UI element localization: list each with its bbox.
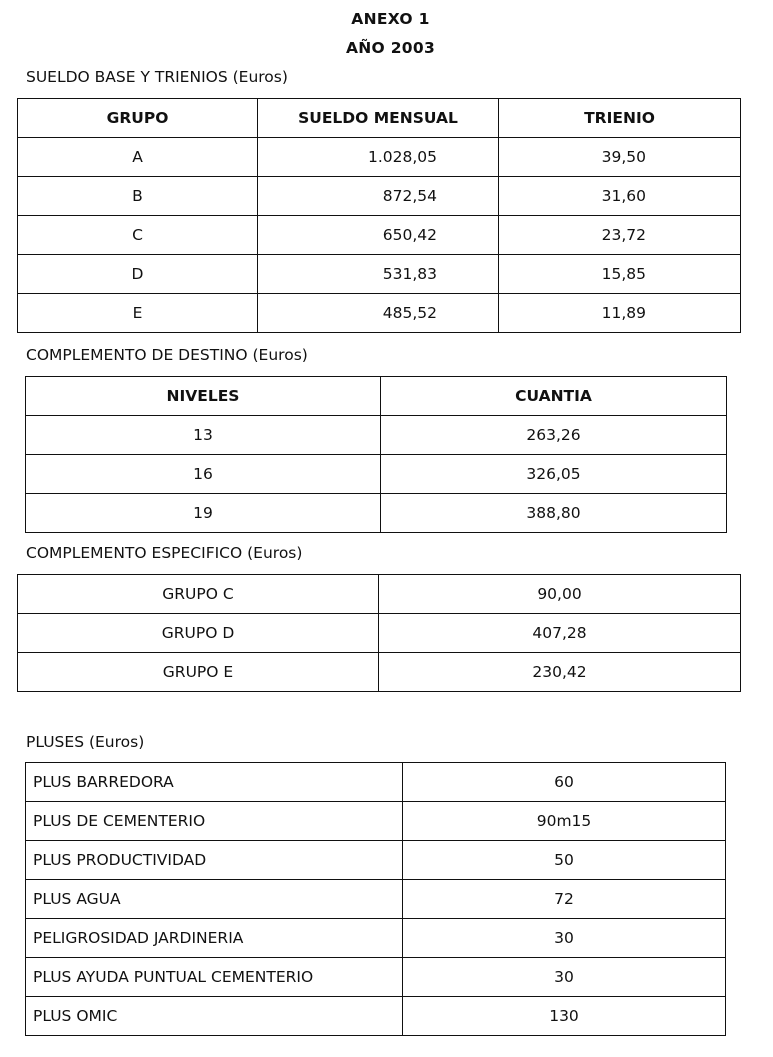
especifico-importe: 90,00 bbox=[379, 575, 741, 614]
destino-caption: COMPLEMENTO DE DESTINO (Euros) bbox=[26, 346, 308, 364]
plus-concepto: PELIGROSIDAD JARDINERIA bbox=[26, 919, 403, 958]
especifico-grupo: GRUPO E bbox=[18, 653, 379, 692]
plus-concepto: PLUS AYUDA PUNTUAL CEMENTERIO bbox=[26, 958, 403, 997]
sueldo-mensual: 872,54 bbox=[258, 177, 499, 216]
table-row bbox=[26, 997, 726, 1036]
table-row bbox=[26, 763, 726, 802]
sueldo-header-sueldo: SUELDO MENSUAL bbox=[258, 99, 499, 138]
especifico-importe: 407,28 bbox=[379, 614, 741, 653]
pluses-caption: PLUSES (Euros) bbox=[26, 733, 145, 751]
table-row bbox=[18, 575, 741, 614]
plus-concepto: PLUS BARREDORA bbox=[26, 763, 403, 802]
table-row bbox=[26, 880, 726, 919]
table-row bbox=[26, 455, 727, 494]
table-row bbox=[26, 841, 726, 880]
plus-importe: 72 bbox=[403, 880, 726, 919]
destino-table bbox=[25, 376, 727, 533]
table-row bbox=[18, 653, 741, 692]
especifico-caption: COMPLEMENTO ESPECIFICO (Euros) bbox=[26, 544, 303, 562]
table-row bbox=[18, 177, 741, 216]
table-row bbox=[18, 138, 741, 177]
destino-nivel: 16 bbox=[26, 455, 381, 494]
sueldo-trienio: 31,60 bbox=[499, 177, 741, 216]
destino-cuantia: 326,05 bbox=[381, 455, 727, 494]
plus-concepto: PLUS OMIC bbox=[26, 997, 403, 1036]
sueldo-header-trienio: TRIENIO bbox=[499, 99, 741, 138]
year-title: AÑO 2003 bbox=[345, 39, 436, 57]
especifico-importe: 230,42 bbox=[379, 653, 741, 692]
sueldo-header-grupo: GRUPO bbox=[18, 99, 258, 138]
destino-header-row bbox=[26, 377, 727, 416]
sueldo-caption: SUELDO BASE Y TRIENIOS (Euros) bbox=[26, 68, 288, 86]
table-row bbox=[26, 802, 726, 841]
table-row bbox=[18, 216, 741, 255]
table-row bbox=[26, 919, 726, 958]
sueldo-trienio: 23,72 bbox=[499, 216, 741, 255]
sueldo-table bbox=[17, 98, 741, 333]
destino-header-cuantia: CUANTIA bbox=[381, 377, 727, 416]
sueldo-grupo: C bbox=[18, 216, 258, 255]
sueldo-header-row bbox=[18, 99, 741, 138]
sueldo-grupo: B bbox=[18, 177, 258, 216]
plus-importe: 30 bbox=[403, 919, 726, 958]
table-row bbox=[18, 255, 741, 294]
sueldo-grupo: A bbox=[18, 138, 258, 177]
sueldo-mensual: 531,83 bbox=[258, 255, 499, 294]
plus-importe: 50 bbox=[403, 841, 726, 880]
table-row bbox=[18, 614, 741, 653]
destino-header-niveles: NIVELES bbox=[26, 377, 381, 416]
destino-nivel: 19 bbox=[26, 494, 381, 533]
annex-title: ANEXO 1 bbox=[351, 10, 430, 28]
table-row bbox=[18, 294, 741, 333]
plus-concepto: PLUS PRODUCTIVIDAD bbox=[26, 841, 403, 880]
sueldo-trienio: 15,85 bbox=[499, 255, 741, 294]
sueldo-mensual: 485,52 bbox=[258, 294, 499, 333]
especifico-grupo: GRUPO D bbox=[18, 614, 379, 653]
table-row bbox=[26, 494, 727, 533]
destino-nivel: 13 bbox=[26, 416, 381, 455]
destino-cuantia: 263,26 bbox=[381, 416, 727, 455]
especifico-grupo: GRUPO C bbox=[18, 575, 379, 614]
plus-importe: 60 bbox=[403, 763, 726, 802]
plus-importe: 30 bbox=[403, 958, 726, 997]
sueldo-trienio: 39,50 bbox=[499, 138, 741, 177]
sueldo-trienio: 11,89 bbox=[499, 294, 741, 333]
plus-importe: 90m15 bbox=[403, 802, 726, 841]
plus-concepto: PLUS AGUA bbox=[26, 880, 403, 919]
table-row bbox=[26, 958, 726, 997]
table-row bbox=[26, 416, 727, 455]
destino-cuantia: 388,80 bbox=[381, 494, 727, 533]
sueldo-grupo: E bbox=[18, 294, 258, 333]
plus-importe: 130 bbox=[403, 997, 726, 1036]
sueldo-mensual: 650,42 bbox=[258, 216, 499, 255]
pluses-table bbox=[25, 762, 726, 1036]
especifico-table bbox=[17, 574, 741, 692]
sueldo-mensual: 1.028,05 bbox=[258, 138, 499, 177]
plus-concepto: PLUS DE CEMENTERIO bbox=[26, 802, 403, 841]
sueldo-grupo: D bbox=[18, 255, 258, 294]
